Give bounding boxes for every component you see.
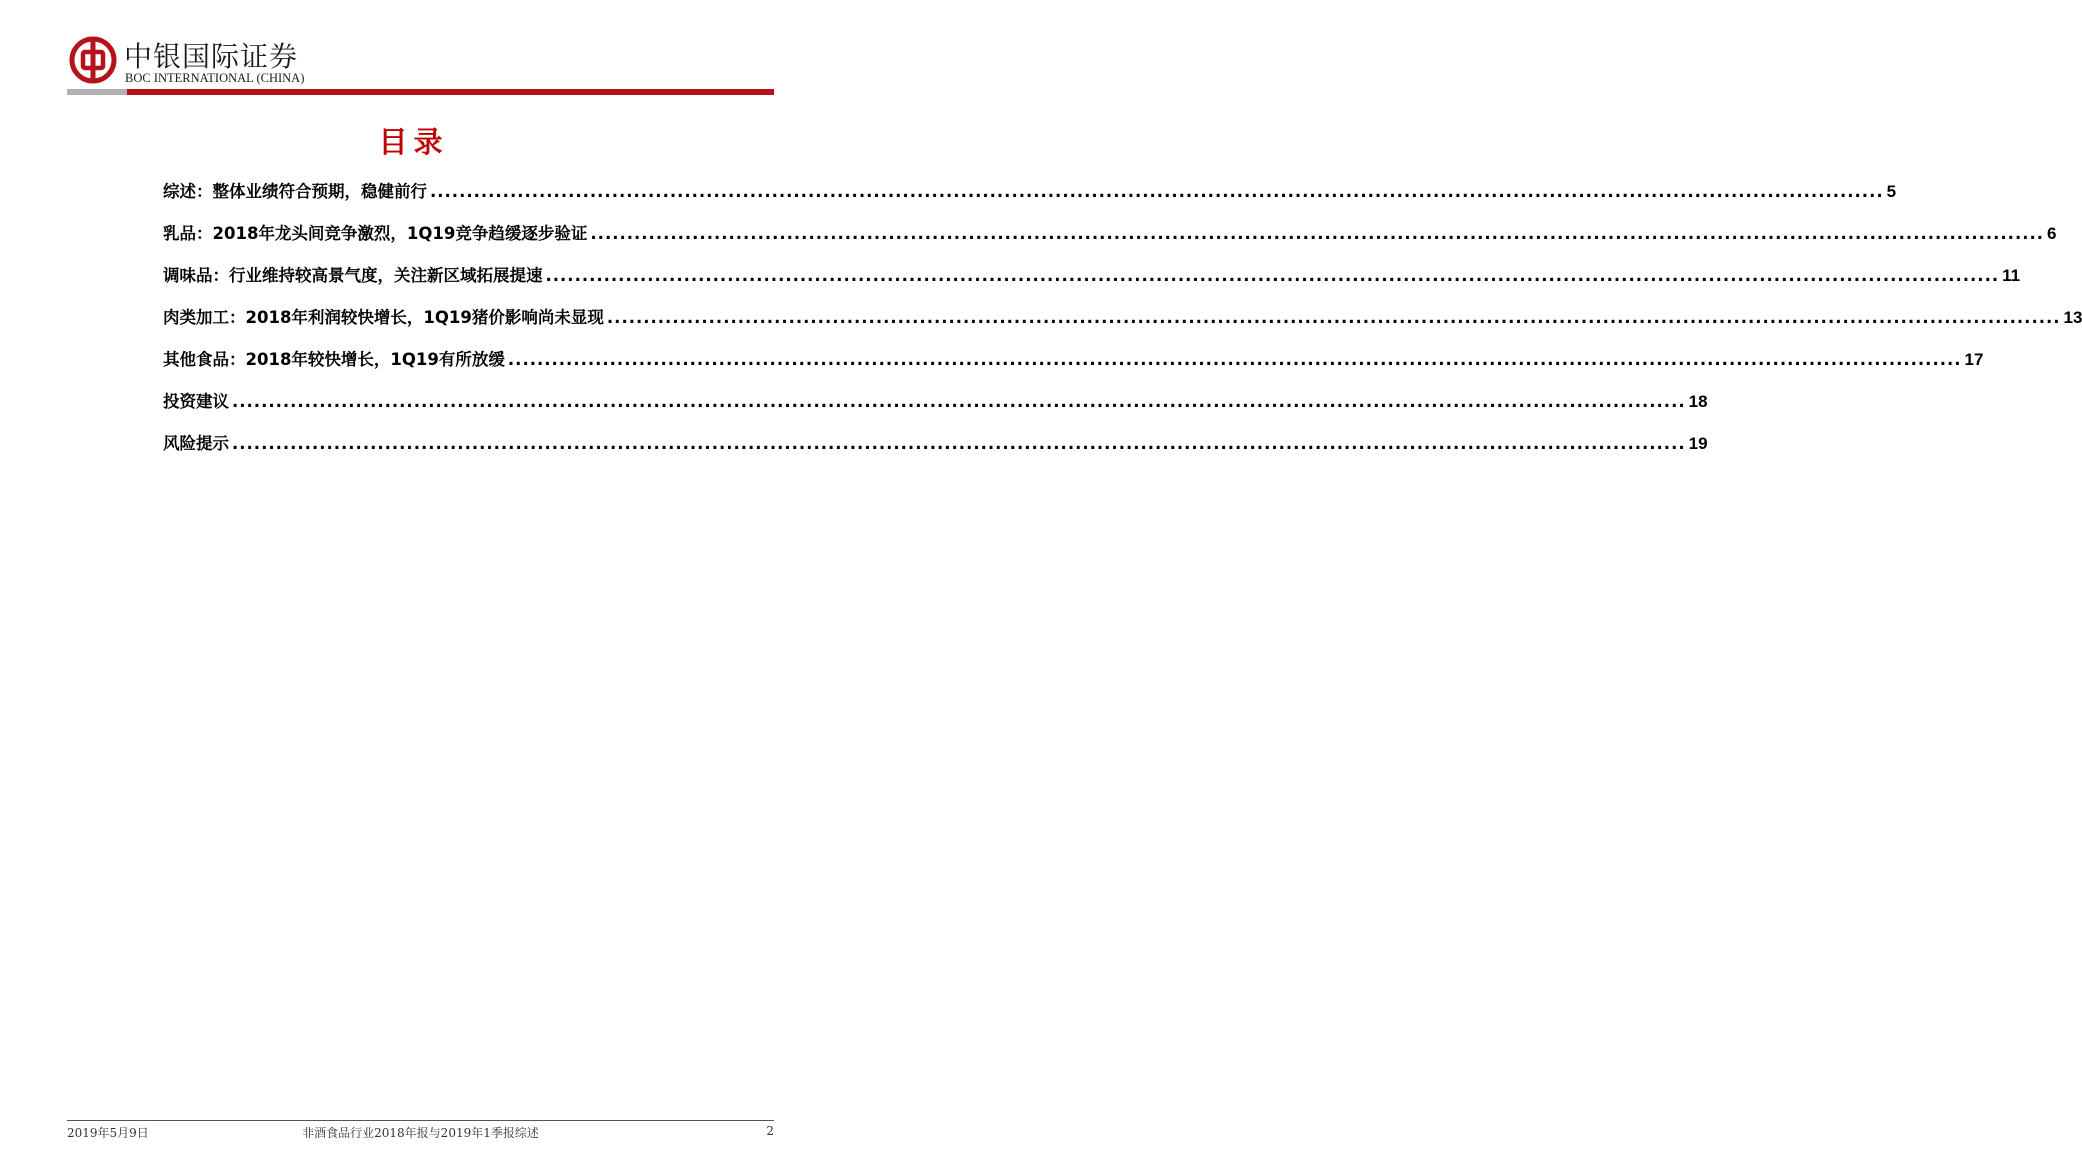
toc-entry[interactable] [163, 430, 1708, 472]
table-of-contents [163, 178, 2082, 472]
toc-entry[interactable] [163, 388, 1708, 430]
footer-page-number: 2 [766, 1124, 774, 1138]
page-footer [67, 1124, 774, 1144]
toc-entry-title: 综述：整体业绩符合预期，稳健前行 [163, 182, 427, 201]
toc-entry-page: 13 [2063, 308, 2082, 327]
toc-entry-page: 17 [1964, 350, 1984, 369]
toc-entry[interactable] [163, 220, 2057, 262]
toc-entry[interactable] [163, 262, 2021, 304]
toc-title: 目录 [378, 125, 449, 159]
brand-name-cn: 中银国际证券 [124, 40, 299, 73]
toc-entry[interactable] [163, 178, 1897, 220]
toc-entry[interactable] [163, 346, 1984, 388]
toc-leader-dots: ........................................................................................................................................................................................................ [430, 182, 1884, 201]
toc-leader-dots: ........................................................................................................................................................................................................ [606, 308, 2061, 327]
page-header [0, 0, 827, 100]
toc-entry-title: 风险提示 [163, 434, 229, 453]
boc-logo-icon [69, 36, 117, 84]
header-rule-red [127, 89, 774, 95]
toc-leader-dots: ........................................................................................................................................................................................................ [507, 350, 1962, 369]
toc-entry-title: 调味品：行业维持较高景气度，关注新区域拓展提速 [163, 266, 543, 285]
toc-entry-page: 5 [1886, 182, 1897, 201]
footer-rule [67, 1120, 774, 1121]
toc-entry-title: 乳品：2018年龙头间竞争激烈，1Q19竞争趋缓逐步验证 [163, 224, 588, 243]
toc-leader-dots: ........................................................................................................................................................................................................ [232, 392, 1686, 411]
toc-entry-page: 19 [1688, 434, 1708, 453]
toc-entry-page: 18 [1688, 392, 1708, 411]
footer-date: 2019年5月9日 [67, 1126, 149, 1140]
header-rule-gray [67, 89, 127, 95]
toc-entry-title: 其他食品：2018年较快增长，1Q19有所放缓 [163, 350, 505, 369]
toc-entry[interactable] [163, 304, 2082, 346]
brand-name-en: BOC INTERNATIONAL (CHINA) [125, 71, 305, 85]
toc-entry-page: 6 [2047, 224, 2057, 243]
toc-leader-dots: ........................................................................................................................................................................................................ [232, 434, 1686, 453]
toc-leader-dots: ........................................................................................................................................................................................................ [545, 266, 2000, 285]
toc-leader-dots: ........................................................................................................................................................................................................ [590, 224, 2045, 243]
toc-entry-page: 11 [2002, 266, 2021, 285]
footer-report-title: 非酒食品行业2018年报与2019年1季报综述 [302, 1126, 539, 1140]
toc-entry-title: 投资建议 [163, 392, 229, 411]
toc-entry-title: 肉类加工：2018年利润较快增长，1Q19猪价影响尚未显现 [163, 308, 604, 327]
